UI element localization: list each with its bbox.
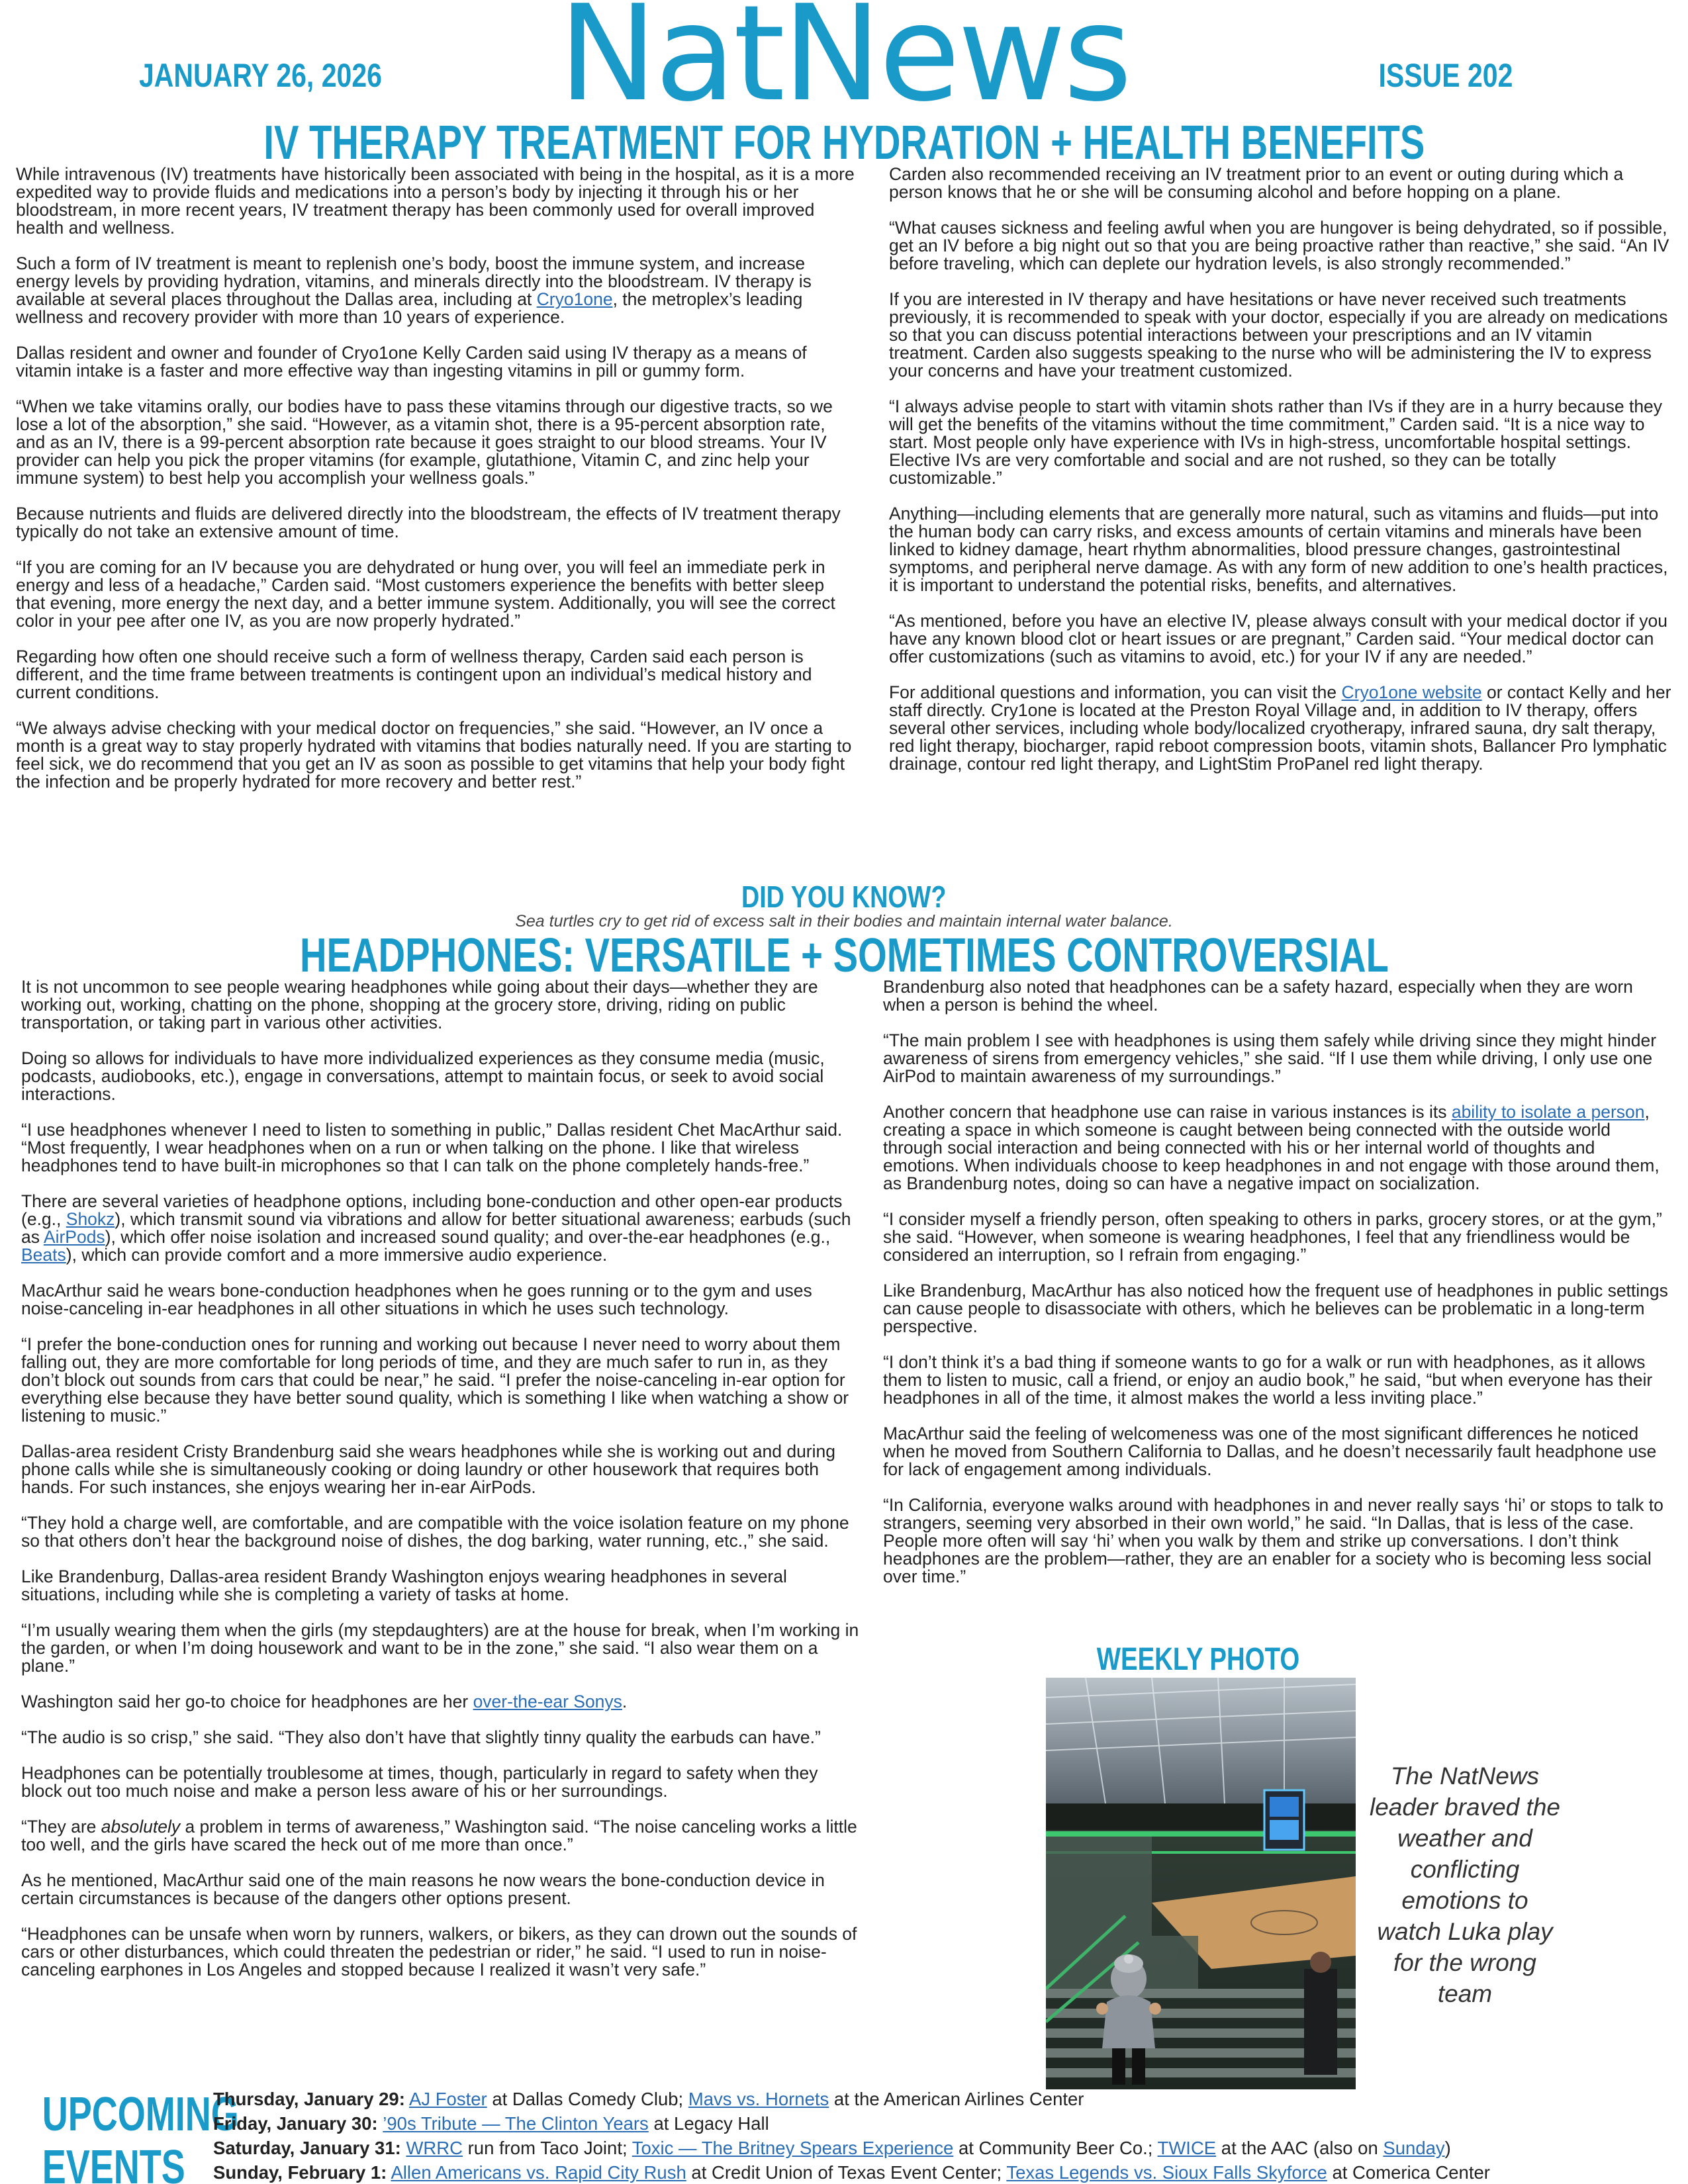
event-row: Saturday, January 31: WRRC run from Taco Joint; Toxic — The Britney Spears Experience at Community Beer Co.; TWICE at the AAC (also on Sunday) [213, 2138, 1451, 2158]
paragraph: Washington said her go-to choice for headphones are her over-the-ear Sonys. [21, 1692, 628, 1711]
event-row: Thursday, January 29: AJ Foster at Dallas Comedy Club; Mavs vs. Hornets at the American Airlines Center [213, 2089, 1084, 2109]
event-link[interactable]: Sunday [1383, 2138, 1445, 2158]
paragraph: Regarding how often one should receive such a form of wellness therapy, Carden said each person is different, and the time frame between treatments is contingent upon an individual’s medical history and current conditions. [16, 647, 812, 702]
paragraph: “I consider myself a friendly person, often speaking to others in parks, grocery stores, or at the gym,” she said. “However, when someone is wearing headphones, I feel that any friendliness would be considered an interruption, so I refrain from engaging.” [883, 1209, 1662, 1265]
event-row: Friday, January 30: ’90s Tribute — The Clinton Years at Legacy Hall [213, 2113, 769, 2134]
event-link[interactable]: Allen Americans vs. Rapid City Rush [391, 2162, 686, 2183]
events-list [213, 2087, 1490, 2184]
paragraph: It is not uncommon to see people wearing headphones while going about their days—whether they are working out, working, chatting on the phone, shopping at the grocery store, driving, riding on public transportation, or taking part in various other activities. [21, 977, 818, 1032]
upcoming-events-label: UPCOMING EVENTS [42, 2088, 239, 2184]
article2-right-column [883, 978, 1671, 1586]
paragraph: Another concern that headphone use can raise in various instances is its ability to isolate a person, creating a space in which someone is caught between being connected with the outside world through social interaction and being connected with his or her internal world of thoughts and emotions. When individuals choose to keep headphones in and not engage with those around them, as Brandenburg notes, doing so can have a negative impact on socialization. [883, 1102, 1660, 1193]
paragraph: “When we take vitamins orally, our bodies have to pass these vitamins through our digestive tracts, so we lose a lot of the absorption,” she said. “However, as a vitamin shot, there is a 95-percent absorption rate, and as an IV, there is a 99-percent absorption rate because it goes straight to our blood streams. Your IV provider can help you pick the proper vitamins (for example, glutathione, Vitamin C, and zinc help your immune system) to best help you accomplish your wellness goals.” [16, 396, 833, 488]
paragraph: Like Brandenburg, Dallas-area resident Brandy Washington enjoys wearing headphones in several situations, including while she is completing a variety of tasks at home. [21, 1567, 787, 1604]
paragraph: Dallas-area resident Cristy Brandenburg said she wears headphones while she is working out and during phone calls while she is simultaneously cooking or doing laundry or other housework that requires both hands. For such instances, she enjoys wearing her in-ear AirPods. [21, 1441, 835, 1497]
paragraph: Anything—including elements that are generally more natural, such as vitamins and fluids—put into the human body can carry risks, and excess amounts of certain vitamins and minerals have been linked to kidney damage, heart rhythm abnormalities, blood pressure changes, gastrointestinal symptoms, and peripheral nerve damage. As with any form of new addition to one’s health practices, it is important to understand the potential risks, benefits, and alternatives. [889, 504, 1668, 595]
article1-left-column [16, 165, 858, 791]
sony-headphones-link[interactable]: over-the-ear Sonys [473, 1692, 622, 1711]
did-you-know-text: Sea turtles cry to get rid of excess salt in their bodies and maintain internal water balance. [515, 912, 1173, 931]
article1-right-column [889, 165, 1673, 773]
paragraph: Carden also recommended receiving an IV treatment prior to an event or outing during which a person knows that he or she will be consuming alcohol and before hopping on a plane. [889, 164, 1624, 202]
paragraph: “As mentioned, before you have an elective IV, please always consult with your medical doctor if you have any known blood clot or heart issues or are pregnant,” Carden said. “Your medical doctor can offer customizations (such as vitamins to avoid, etc.) for your IV if any are needed.” [889, 611, 1667, 666]
paragraph: “They hold a charge well, are comfortable, and are compatible with the voice isolation feature on my phone so that others don’t hear the background noise of dishes, the dog barking, water running, etc.,” she said. [21, 1513, 849, 1551]
cryo1one-website-link[interactable]: Cryo1one website [1341, 682, 1482, 702]
beats-link[interactable]: Beats [21, 1245, 66, 1265]
event-link[interactable]: Texas Legends vs. Sioux Falls Skyforce [1006, 2162, 1327, 2183]
paragraph: “I always advise people to start with vitamin shots rather than IVs if they are in a hurry because they will get the benefits of the vitamins without the time commitment,” Carden said. “It is a nice way to start. Most people only have experience with IVs in high-stress, uncomfortable hospital settings. Elective IVs are very comfortable and social and are not rushed, so they can be totally customizable.” [889, 396, 1663, 488]
event-link[interactable]: TWICE [1157, 2138, 1217, 2158]
paragraph: If you are interested in IV therapy and have hesitations or have never received such treatments previously, it is recommended to speak with your doctor, especially if you are already on medications so that you can discuss potential interactions between your prescriptions and an IV vitamin treatment. Carden also suggests speaking to the nurse who will be administering the IV to express your concerns and have your treatment customized. [889, 289, 1668, 381]
paragraph: Dallas resident and owner and founder of Cryo1one Kelly Carden said using IV therapy as a means of vitamin intake is a faster and more effective way than ingesting vitamins in pill or gummy form. [16, 343, 807, 381]
paragraph: “I use headphones whenever I need to listen to something in public,” Dallas resident Chet MacArthur said. “Most frequently, I wear headphones when on a run or when talking on the phone. I like that wireless headphones tend to have built-in microphones so that I can talk on the phone completely hands-free.” [21, 1120, 843, 1175]
paragraph: Like Brandenburg, MacArthur has also noticed how the frequent use of headphones in public settings can cause people to disassociate with others, which he believes can be problematic in a long-term perspective. [883, 1281, 1668, 1336]
shokz-link[interactable]: Shokz [66, 1209, 115, 1229]
newsletter-title: NatNews [558, 0, 1130, 131]
did-you-know-title: DID YOU KNOW? [741, 880, 947, 914]
paragraph: While intravenous (IV) treatments have historically been associated with being in the hospital, as it is a more expedited way to provide fluids and medications into a person’s body by injecting it through his or her bloodstream, in more recent years, IV treatment therapy has been commonly used for overall improved health and wellness. [16, 164, 855, 238]
paragraph: Because nutrients and fluids are delivered directly into the bloodstream, the effects of IV treatment therapy typically do not take an extensive amount of time. [16, 504, 841, 541]
paragraph: “I’m usually wearing them when the girls (my stepdaughters) are at the house for break, when I’m working in the garden, or when I’m doing housework and want to be in the zone,” she said. “I also wear them on a plane.” [21, 1620, 859, 1676]
airpods-link[interactable]: AirPods [43, 1227, 105, 1247]
issue-date: JANUARY 26, 2026 [139, 57, 382, 94]
paragraph: For additional questions and information, you can visit the Cryo1one website or contact Kelly and her staff directly. Cry1one is located at the Preston Royal Village and, in addition to IV therapy, offers several other services, including whole body/localized cryotherapy, infrared sauna, dry salt therapy, red light therapy, biocharger, rapid reboot compression boots, vitamin shots, Ballancer Pro lymphatic drainage, contour red light therapy, and LightStim ProPanel red light therapy. [889, 682, 1671, 774]
paragraph: “What causes sickness and feeling awful when you are hungover is being dehydrated, so if possible, get an IV before a big night out so that you are being proactive rather than reactive,” she said. “An IV before traveling, which can deplete our hydration levels, is also strongly recommended.” [889, 218, 1669, 273]
paragraph: “Headphones can be unsafe when worn by runners, walkers, or bikers, as they can drown out the sounds of cars or other disturbances, which could threaten the pedestrian or rider,” he said. “I used to run in noise-canceling earphones in Los Angeles and stopped because I realized it wasn’t very safe.” [21, 1924, 857, 1979]
paragraph: Doing so allows for individuals to have more individualized experiences as they consume media (music, podcasts, audiobooks, etc.), engage in conversations, attempt to maintain focus, or seek to avoid social interactions. [21, 1048, 825, 1104]
event-link[interactable]: AJ Foster [409, 2089, 487, 2109]
article2-headline: HEADPHONES: VERSATILE + SOMETIMES CONTROVERSIAL [299, 929, 1389, 982]
paragraph: Headphones can be potentially troublesome at times, though, particularly in regard to safety when they block out too much noise and make a person less aware of his or her surroundings. [21, 1763, 818, 1801]
paragraph: “I don’t think it’s a bad thing if someone wants to go for a walk or run with headphones, as it allows them to listen to music, call a friend, or enjoy an audio book,” he said, “but when everyone has their headphones in all of the time, it almost makes the world a less inviting place.” [883, 1352, 1653, 1408]
paragraph: “We always advise checking with your medical doctor on frequencies,” she said. “However, an IV once a month is a great way to stay properly hydrated with vitamins that bodies naturally need. If you are starting to feel sick, we do recommend that you get an IV as soon as possible to get vitamins that help your body fight the infection and be properly hydrated for more recovery and better rest.” [16, 718, 852, 792]
paragraph: Such a form of IV treatment is meant to replenish one’s body, boost the immune system, and increase energy levels by providing hydration, vitamins, and minerals directly into the bloodstream. IV therapy is available at several places throughout the Dallas area, including at Cryo1one, the metroplex’s leading wellness and recovery provider with more than 10 years of experience. [16, 253, 812, 327]
paragraph: “The main problem I see with headphones is using them safely while driving since they might hinder awareness of sirens from emergency vehicles,” she said. “If I use them while driving, I only use one AirPod to maintain awareness of my surroundings.” [883, 1030, 1657, 1086]
arena-photo [1046, 1678, 1356, 2089]
paragraph: As he mentioned, MacArthur said one of the main reasons he now wears the bone-conduction device in certain circumstances is because of the dangers other options present. [21, 1870, 825, 1908]
article1-headline: IV THERAPY TREATMENT FOR HYDRATION + HEALTH BENEFITS [263, 116, 1425, 169]
photo-caption: The NatNews leader braved the weather and conflicting emotions to watch Luka play for the wrong team [1370, 1762, 1560, 2007]
paragraph: MacArthur said the feeling of welcomeness was one of the most significant differences he noticed when he moved from Southern California to Dallas, and he doesn’t necessarily fault headphone use for lack of engagement among individuals. [883, 1424, 1657, 1479]
paragraph: “If you are coming for an IV because you are dehydrated or hung over, you will feel an immediate perk in energy and less of a headache,” Carden said. “Most customers experience the benefits with better sleep that evening, more energy the next day, and a better immune system. Additionally, you will see the correct color in your pee after one IV, as you are now properly hydrated.” [16, 557, 835, 631]
paragraph: “They are absolutely a problem in terms of awareness,” Washington said. “The noise canceling works a little too well, and the girls have scared the heck out of me more than once.” [21, 1817, 857, 1854]
paragraph: Brandenburg also noted that headphones can be a safety hazard, especially when they are worn when a person is behind the wheel. [883, 977, 1633, 1015]
paragraph: “In California, everyone walks around with headphones in and never really says ‘hi’ or stops to talk to strangers, seeming very absorbed in their own world,” he said. “In Dallas, that is less of the case. People more often will say ‘hi’ when you walk by them and strike up conversations. I don’t think headphones are the problem—rather, they are an enabler for a society who is becoming less social over time.” [883, 1495, 1664, 1586]
masthead [0, 0, 1688, 132]
event-link[interactable]: Mavs vs. Hornets [688, 2089, 829, 2109]
cryo1one-link[interactable]: Cryo1one [536, 289, 613, 309]
event-link[interactable]: Toxic — The Britney Spears Experience [632, 2138, 954, 2158]
ability-to-isolate-link[interactable]: ability to isolate a person [1451, 1102, 1645, 1122]
photo-op-title: WEEKLY PHOTO [1096, 1642, 1300, 1677]
paragraph: “I prefer the bone-conduction ones for running and working out because I never need to worry about them falling out, they are more comfortable for long periods of time, and they are much safer to run in, as they don’t block out sounds from cars that could be near,” he said. “I prefer the noise-canceling in-ear option for everything else because they have better sound quality, which is something I like when watching a show or listening to music.” [21, 1334, 849, 1426]
paragraph: There are several varieties of headphone options, including bone-conduction and other open-ear products (e.g., Shokz), which transmit sound via vibrations and allow for better situational awareness; earbuds (such as AirPods), which offer noise isolation and increased sound quality; and over-the-ear headphones (e.g., Beats), which can provide comfort and a more immersive audio experience. [21, 1191, 851, 1265]
paragraph: MacArthur said he wears bone-conduction headphones when he goes running or to the gym and uses noise-canceling in-ear headphones in all other situations in which he uses such technology. [21, 1281, 812, 1318]
paragraph: “The audio is so crisp,” she said. “They also don’t have that slightly tinny quality the earbuds can have.” [21, 1727, 821, 1747]
article2-left-column [21, 978, 862, 1979]
event-row: Sunday, February 1: Allen Americans vs. Rapid City Rush at Credit Union of Texas Event Center; Texas Legends vs. Sioux Falls Skyforce at Comerica Center [213, 2162, 1490, 2183]
event-link[interactable]: WRRC [406, 2138, 463, 2158]
issue-number: ISSUE 202 [1378, 57, 1513, 94]
event-link[interactable]: ’90s Tribute — The Clinton Years [383, 2113, 649, 2134]
